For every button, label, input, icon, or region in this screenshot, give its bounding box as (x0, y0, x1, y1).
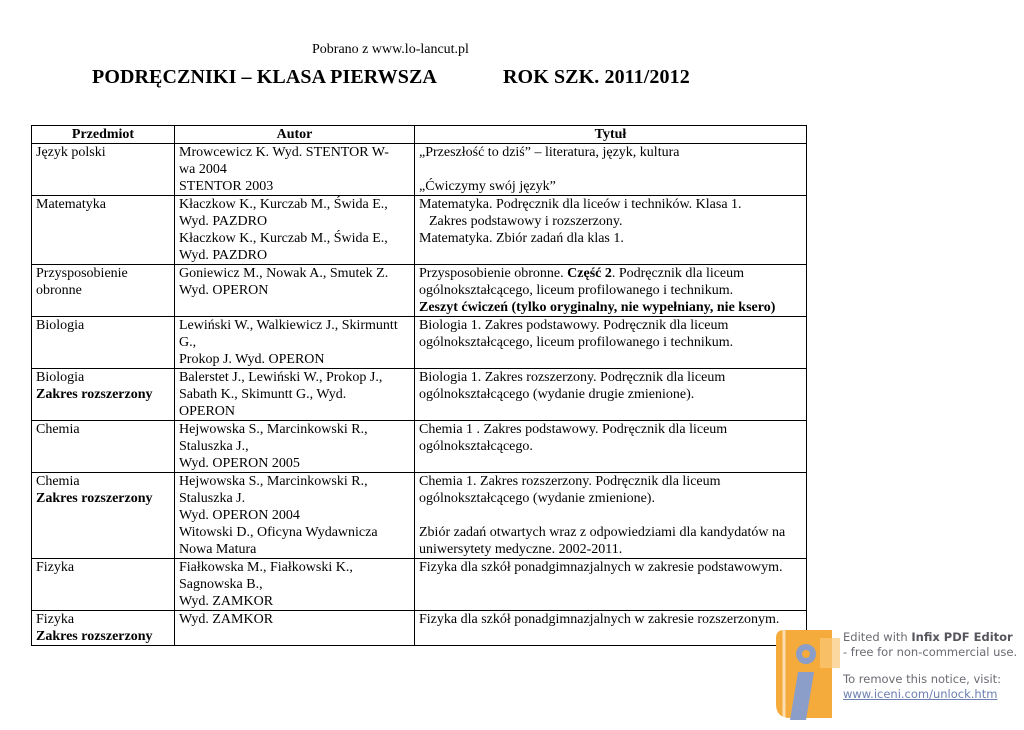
title-line: ogólnokształcącego (wydanie zmienione). (419, 491, 655, 506)
title-line: Zbiór zadań otwartych wraz z odpowiedziami dla kandydatów na (419, 525, 786, 540)
author-line: Wyd. PAZDRO (179, 214, 268, 229)
subject-text: Chemia (36, 474, 80, 489)
author-line: Wyd. PAZDRO (179, 248, 268, 263)
subject-cell (32, 144, 175, 196)
column-header-title: Tytuł (415, 126, 807, 144)
table-row (32, 611, 807, 646)
author-line: Sagnowska B., (179, 577, 263, 592)
watermark-prefix: Edited with (843, 630, 912, 644)
title-cell (415, 611, 807, 646)
title-line: Fizyka dla szkół ponadgimnazjalnych w zakresie rozszerzonym. (419, 612, 780, 627)
title-line (419, 265, 802, 282)
author-line: Hejwowska S., Marcinkowski R., (179, 474, 368, 489)
table-row (32, 317, 807, 369)
unlock-link[interactable]: www.iceni.com/unlock.htm (843, 687, 998, 701)
watermark-line (843, 630, 1017, 645)
subject-cell (32, 317, 175, 369)
table-row (32, 473, 807, 559)
title-fragment: . Podręcznik dla liceum (611, 266, 745, 281)
table-row (32, 369, 807, 421)
workbook-note: Zeszyt ćwiczeń (tylko oryginalny, nie wypełniany, nie ksero) (419, 300, 776, 315)
subject-text: Fizyka (36, 612, 75, 627)
author-line: wa 2004 (179, 162, 227, 177)
author-cell (175, 196, 415, 265)
title-cell (415, 421, 807, 473)
author-line: Staluszka J., (179, 439, 249, 454)
subject-cell (32, 611, 175, 646)
title-fragment: Przysposobienie obronne. (419, 266, 568, 281)
table-row (32, 144, 807, 196)
title-line: Fizyka dla szkół ponadgimnazjalnych w zakresie podstawowym. (419, 560, 783, 575)
author-line: Staluszka J. (179, 491, 246, 506)
subject-cell (32, 559, 175, 611)
watermark-line: To remove this notice, visit: (843, 672, 1002, 686)
title-line: ogólnokształcącego, liceum profilowanego i technikum. (419, 283, 734, 298)
subject-cell (32, 421, 175, 473)
author-line: OPERON (179, 404, 236, 419)
title-line: Chemia 1 . Zakres podstawowy. Podręcznik dla liceum (419, 422, 728, 437)
title-line (419, 507, 802, 524)
author-cell (175, 473, 415, 559)
title-cell (415, 196, 807, 265)
author-line: Wyd. ZAMKOR (179, 612, 274, 627)
author-line: Kłaczkow K., Kurczab M., Świda E., (179, 197, 388, 212)
textbook-table (31, 125, 807, 646)
author-line: Mrowcewicz K. Wyd. STENTOR W- (179, 145, 389, 160)
title-line: Matematyka. Zbiór zadań dla klas 1. (419, 231, 624, 246)
author-cell (175, 559, 415, 611)
author-line: Wyd. ZAMKOR (179, 594, 274, 609)
subject-text: Język polski (36, 145, 106, 160)
title-cell (415, 265, 807, 317)
author-line: Prokop J. Wyd. OPERON (179, 352, 325, 367)
title-line: Biologia 1. Zakres podstawowy. Podręcznik dla liceum (419, 318, 729, 333)
title-line: ogólnokształcącego (wydanie drugie zmienione). (419, 387, 695, 402)
title-cell (415, 369, 807, 421)
title-cell (415, 559, 807, 611)
author-line: Wyd. OPERON 2005 (179, 456, 300, 471)
author-line: Lewiński W., Walkiewicz J., Skirmuntt (179, 318, 398, 333)
author-line: Wyd. OPERON (179, 283, 269, 298)
infix-logo-icon (770, 628, 842, 725)
title-cell (415, 144, 807, 196)
author-line: Wyd. OPERON 2004 (179, 508, 300, 523)
title-line: Matematyka. Podręcznik dla liceów i techników. Klasa 1. (419, 197, 742, 212)
page-title (92, 66, 690, 89)
title-line (419, 161, 802, 178)
editor-watermark (770, 628, 1024, 725)
column-header-author: Autor (175, 126, 415, 144)
subject-scope: Zakres rozszerzony (36, 491, 153, 506)
title-line: ogólnokształcącego. (419, 439, 533, 454)
author-line: Balerstet J., Lewiński W., Prokop J., (179, 370, 383, 385)
table-row (32, 421, 807, 473)
subject-text: Matematyka (36, 197, 106, 212)
subject-text: Biologia (36, 370, 85, 385)
author-cell (175, 421, 415, 473)
subject-text: obronne (36, 283, 82, 298)
subject-text: Chemia (36, 422, 80, 437)
author-line: Kłaczkow K., Kurczab M., Świda E., (179, 231, 388, 246)
title-line: Zakres podstawowy i rozszerzony. (429, 214, 623, 229)
table-row (32, 559, 807, 611)
subject-cell (32, 265, 175, 317)
author-cell (175, 611, 415, 646)
author-line: Sabath K., Skimuntt G., Wyd. (179, 387, 347, 402)
author-line: Fiałkowska M., Fiałkowski K., (179, 560, 353, 575)
title-text: PODRĘCZNIKI – KLASA PIERWSZA (92, 66, 437, 88)
title-cell (415, 317, 807, 369)
subject-scope: Zakres rozszerzony (36, 387, 153, 402)
title-line: Biologia 1. Zakres rozszerzony. Podręcznik dla liceum (419, 370, 726, 385)
author-line: Goniewicz M., Nowak A., Smutek Z. (179, 266, 389, 281)
author-line: Nowa Matura (179, 542, 257, 557)
subject-text: Przysposobienie (36, 266, 128, 281)
author-line: Witowski D., Oficyna Wydawnicza (179, 525, 378, 540)
title-line: ogólnokształcącego, liceum profilowanego i technikum. (419, 335, 734, 350)
watermark-text (843, 630, 1017, 702)
title-line: „Przeszłość to dziś” – literatura, język, kultura (419, 145, 680, 160)
school-year: ROK SZK. 2011/2012 (503, 66, 690, 88)
title-line: Chemia 1. Zakres rozszerzony. Podręcznik dla liceum (419, 474, 721, 489)
author-cell (175, 265, 415, 317)
subject-cell (32, 196, 175, 265)
title-line: „Ćwiczymy swój język” (419, 179, 556, 194)
title-line: uniwersytety medyczne. 2002-2011. (419, 542, 623, 557)
table-row (32, 196, 807, 265)
watermark-brand: Infix PDF Editor (911, 630, 1013, 644)
author-line: G., (179, 335, 197, 350)
title-fragment-bold: Część 2 (567, 266, 612, 281)
watermark-line: - free for non-commercial use. (843, 645, 1018, 659)
title-cell (415, 473, 807, 559)
source-note: Pobrano z www.lo-lancut.pl (312, 42, 469, 57)
subject-scope: Zakres rozszerzony (36, 629, 153, 644)
subject-text: Fizyka (36, 560, 75, 575)
table-row (32, 265, 807, 317)
subject-cell (32, 369, 175, 421)
column-header-subject: Przedmiot (32, 126, 175, 144)
author-cell (175, 369, 415, 421)
author-cell (175, 144, 415, 196)
author-cell (175, 317, 415, 369)
author-line: STENTOR 2003 (179, 179, 274, 194)
table-header-row (32, 126, 807, 144)
subject-text: Biologia (36, 318, 85, 333)
subject-cell (32, 473, 175, 559)
author-line: Hejwowska S., Marcinkowski R., (179, 422, 368, 437)
